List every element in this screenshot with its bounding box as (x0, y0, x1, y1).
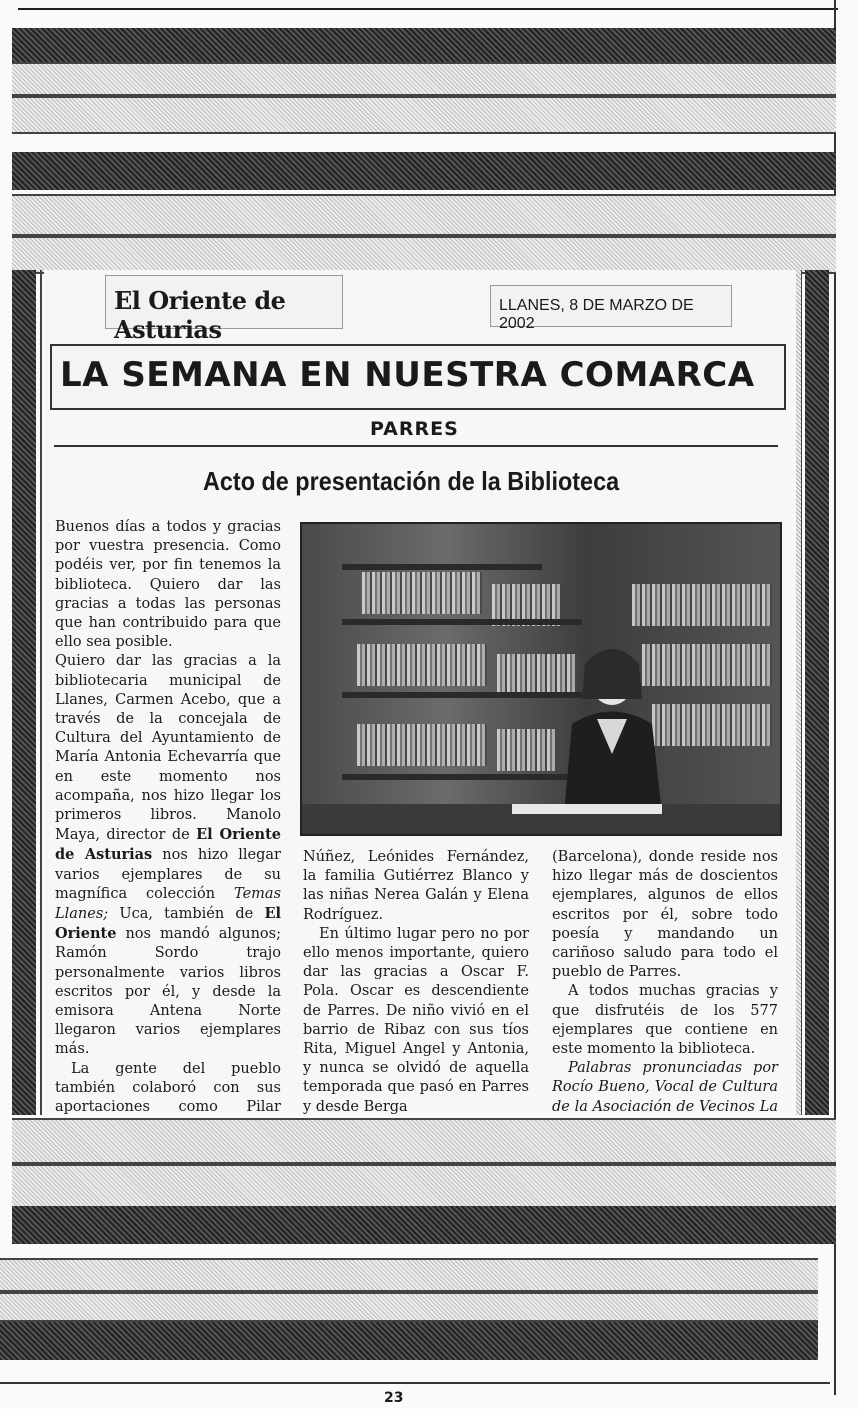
dateline-box (490, 285, 732, 332)
paragraph: En último lugar pero no por ello menos importante, quiero dar las gracias a Oscar F. Pola. Oscar es descendiente de Parres. De niño vivió en el barrio de Ribaz con sus tíos Rita, Miguel Angel y Antonia, y nunca se olvidó de aquella temporada que pasó en Parres y desde Berga (303, 925, 529, 1115)
credit-note: Palabras pronunciadas por Rocío Bueno, Vocal de Cultura de la Asociación de Vecinos La (552, 1060, 778, 1115)
library-photo (300, 522, 782, 836)
paragraph: A todos muchas gracias y que disfrutéis de los 577 ejemplares que contiene en este momento la biblioteca. (552, 983, 778, 1058)
paper-name: El Oriente de Asturias (114, 286, 286, 344)
border-band-light (0, 1258, 818, 1292)
paragraph: Buenos días a todos y gracias por vuestra presencia. Como podéis ver, por fin tenemos la biblioteca. Quiero dar las gracias a todas las personas que han contribuido para que ello sea posible. (55, 519, 281, 651)
article-column-2 (303, 848, 529, 1117)
border-band-dark (12, 1206, 836, 1244)
paragraph: Núñez, Leónides Fernández, la familia Gutiérrez Blanco y las niñas Nerea Galán y Elena Rodríguez. (303, 849, 529, 923)
paragraph: (Barcelona), donde reside nos hizo llegar más de doscientos ejemplares, algunos de ellos escritos por él, sobre todo poesía y mandando un cariñoso saludo para todo el pueblo de Parres. (552, 849, 778, 981)
dateline: LLANES, 8 DE MARZO DE 2002 (499, 297, 694, 332)
border-band-dark (12, 28, 836, 62)
subsection-rule (54, 445, 778, 447)
border-band-light (12, 1118, 836, 1164)
border-band-light (12, 96, 836, 134)
border-band-dark (12, 152, 836, 190)
border-band-dark (0, 1322, 818, 1360)
border-band-light (12, 1164, 836, 1208)
paragraph: La gente del pueblo también colaboró con sus aportaciones como Pilar (55, 1060, 281, 1116)
border-band-light (12, 62, 836, 96)
section-title-box (50, 344, 786, 410)
article-column-1 (55, 518, 281, 1137)
paragraph: Quiero dar las gracias a la bibliotecaria municipal de Llanes, Carmen Acebo, que a través de la concejala de Cultura del Ayuntamiento de María Antonia Echevarría que en este momento nos acompaña, nos hizo llegar los primeros libros. Manolo Maya, director de El Oriente de Asturias nos hizo llegar varios ejemplares de su magnífica colección Temas Llanes; Uca, también de El Oriente nos mandó algunos; Ramón Sordo trajo personalmente varios libros escritos por él, y desde la emisora Antena Norte llegaron varios ejemplares más. (55, 653, 282, 1058)
top-rule (18, 8, 838, 10)
border-side-line (40, 270, 42, 1115)
masthead (105, 275, 343, 344)
page-number: 23 (384, 1390, 404, 1406)
border-side-dark-right (805, 270, 829, 1115)
border-band-light (12, 194, 836, 236)
border-band-light (0, 1292, 818, 1322)
section-title: LA SEMANA EN NUESTRA COMARCA (60, 355, 755, 395)
article-column-3 (552, 848, 778, 1136)
subsection-label: PARRES (370, 418, 459, 440)
bottom-rule (0, 1382, 830, 1384)
headline: Acto de presentación de la Biblioteca (203, 466, 620, 496)
border-band-light (12, 236, 836, 274)
border-side-dark-left (12, 270, 36, 1115)
